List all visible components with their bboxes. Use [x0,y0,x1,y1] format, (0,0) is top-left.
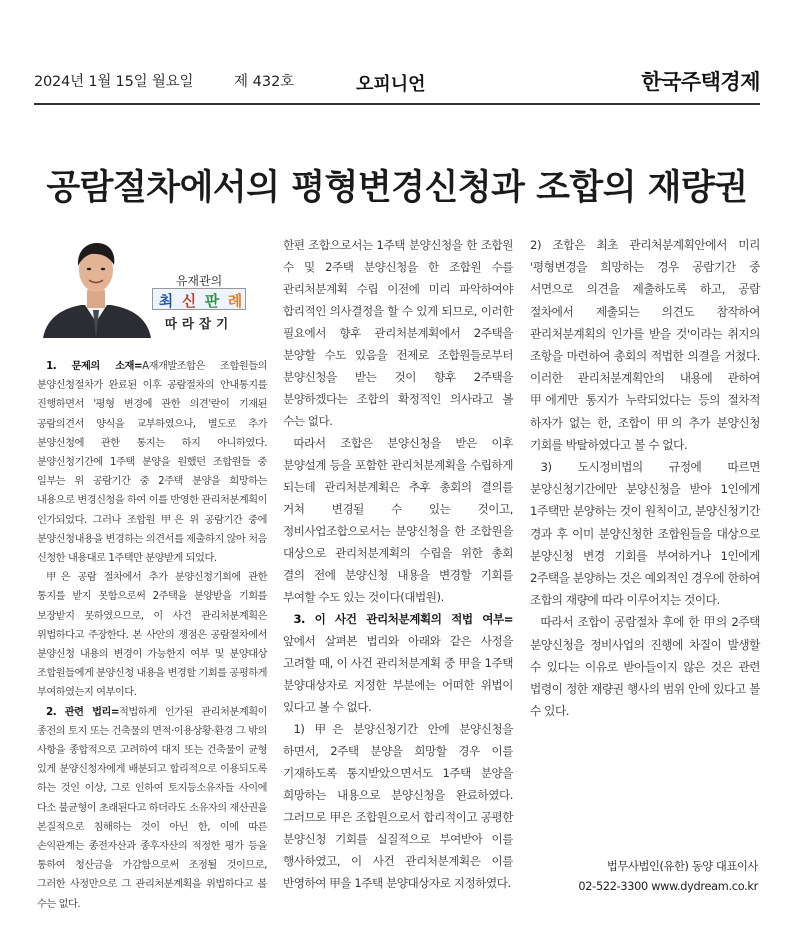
paragraph-text: 앞에서 살펴본 법리와 아래와 같은 사정을 고려할 때, 이 사건 관리처분계획 중 甲을 1주택 분양대상자로 지정한 부분에는 어떠한 위법이 있다고 볼 수 없다. [283,634,513,714]
column-logo [152,288,246,310]
newspaper-name: 한국주택경제 [641,70,760,94]
column-logo-char: 최 [158,292,174,310]
author-affiliation: 법무사법인(유한) 동양 대표이사 [606,860,758,873]
paragraph: 한편 조합으로서는 1주택 분양신청을 한 조합원 수 및 2주택 분양신청을 한 조합원 수를 관리처분계획 수립 이전에 미리 파악하여야 합리적인 의사결정을 할 수 있게 되므로, 이러한 필요에서 향후 관리처분계획에서 2주택을 분양할 수도 있음을 전제로 조합원들로부터 분양신청을 받는 것이 향후 2주택을 분양하겠다는 조합의 확정적인 의사라고 볼 수는 없다. [283,238,513,428]
column-logo-char: 신 [181,292,197,310]
column-logo-char: 례 [227,292,243,310]
paragraph-text: A재개발조합은 조합원들의 분양신청절차가 완료된 이후 공람절차의 안내통지를 진행하면서 '평형 변경에 관한 의견'란이 기재된 공람의견서 양식을 교부하였으나, 별도로 추가 분양신청에 관한 통지는 하지 아니하였다. 분양신청기간에 1주택 분양을 원했던 조합원들 중 일부는 위 공람기간 중 2주택 분양을 희망하는 내용으로 변경신청을 하여 이를 반영한 관리처분계획이 인가되었다. 그러나 조합원 甲은 위 공람기간 중에 분양신청내용을 변경하는 의견서를 제출하지 않아 처음 신청한 내용대로 1주택만 분양받게 되었다. [37,361,268,565]
paragraph: 3) 도시정비법의 규정에 따르면 분양신청기간에만 분양신청을 받아 1인에게 1주택만 분양하는 것이 원칙이고, 분양신청기간 경과 후 이미 분양신청한 조합원들을 대상으로 분양신청 변경 기회를 부여하거나 1인에게 2주택을 분양하는 것은 예외적인 경우에 한하여 조합의 재량에 따라 이루어지는 것이다. [530,460,760,608]
paragraph: 2) 조합은 최초 관리처분계획안에서 미리 '평형변경을 희망하는 경우 공람기간 중 서면으로 의견을 제출하도록 하고, 공람 절차에서 제출되는 의견도 참작하여 관리처분계획의 인가를 받을 것'이라는 취지의 조항을 마련하여 총회의 적법한 의결을 거쳤다. 이러한 관리처분계획안의 내용에 관하여 甲에게만 통지가 누락되었다는 등의 절차적 하자가 없는 한, 조합이 甲의 추가 분양신청 기회를 박탈하였다고 볼 수 없다. [530,238,760,452]
paragraph [37,357,267,568]
column-subtitle: 따라잡기 [164,316,234,331]
paragraph [283,608,513,718]
section-heading: 1. 문제의 소재= [46,361,143,372]
column-logo-char: 판 [204,292,220,310]
masthead [34,66,760,100]
section-heading: 2. 관련 법리= [46,706,120,718]
column-author: 유재관의 [175,274,223,288]
issue-number: 제 432호 [234,74,295,90]
paragraph-text: 적법하게 인가된 관리처분계획이 종전의 토지 또는 건축물의 면적·이용상황·환경 그 밖의 사항을 종합적으로 고려하여 대지 또는 건축물이 균형 있게 분양신청자에게 배분되고 합리적으로 이용되도록 하는 것인 이상, 그로 인하여 토지등소유자들 사이에 다소 불균형이 초래된다고 하더라도 소유자의 재산권을 본질적으로 침해하는 것이 아닌 한, 이에 따른 손익관계는 종전자산과 종후자산의 적정한 평가 등을 통하여 청산금을 가감함으로써 조정될 것이므로, 그러한 사정만으로 그 관리처분계획을 위법하다고 볼 수는 없다. [37,706,267,910]
paragraph: 1) 甲은 분양신청기간 안에 분양신청을 하면서, 2주택 분양을 희망할 경우 이를 기재하도록 통지받았으면서도 1주택 분양을 희망하는 내용으로 분양신청을 완료하였다. 그러므로 甲은 조합원으로서 합리적이고 공평한 분양신청 기회를 실질적으로 부여받아 이를 행사하였고, 이 사건 관리처분계획은 이를 반영하여 甲을 1주택 분양대상자로 지정하였다. [283,722,513,890]
issue-date: 2024년 1월 15일 월요일 [34,74,194,90]
paragraph: 甲은 공람 절차에서 추가 분양신청기회에 관한 통지를 받지 못함으로써 2주택을 분양받을 기회를 보장받지 못하였으므로, 이 사건 관리처분계획은 위법하다고 주장한다. 본 사안의 쟁점은 공람절차에서 분양신청 내용의 변경이 가능한지 여부 및 분양대상 조합원들에게 분양신청 내용을 변경할 기회를 공평하게 부여하였는지 여부이다. [37,572,267,699]
masthead-rule [34,103,760,105]
paragraph: 따라서 조합이 공람절차 후에 한 甲의 2주택 분양신청을 정비사업의 진행에 차질이 발생할 수 있다는 이유로 받아들이지 않은 것은 관련 법령이 정한 재량권 행사의 범위 안에 있다고 볼 수 있다. [530,615,760,719]
paragraph: 따라서 조합은 분양신청을 받은 이후 분양설계 등을 포함한 관리처분계획을 수립하게 되는데 관리처분계획은 추후 총회의 결의를 거쳐 변경될 수 있는 것이고, 정비사업조합으로서는 분양신청을 한 조합원을 대상으로 관리처분계획의 수립을 위한 총회 결의 전에 분양신청 내용을 변경할 기회를 부여할 수도 있는 것이다(대법원). [283,436,513,604]
paragraph [37,703,267,914]
author-photo [37,234,155,338]
section-title: 오피니언 [356,74,426,95]
article-column-2 [283,234,513,894]
section-heading: 3. 이 사건 관리처분계획의 적법 여부= [293,612,513,626]
article-column-1 [37,357,267,914]
headline: 공람절차에서의 평형변경신청과 조합의 재량권 [46,167,748,208]
article-column-3 [530,234,760,722]
author-portrait-icon [37,234,155,338]
author-contact: 02-522-3300 www.dydream.co.kr [578,880,758,893]
